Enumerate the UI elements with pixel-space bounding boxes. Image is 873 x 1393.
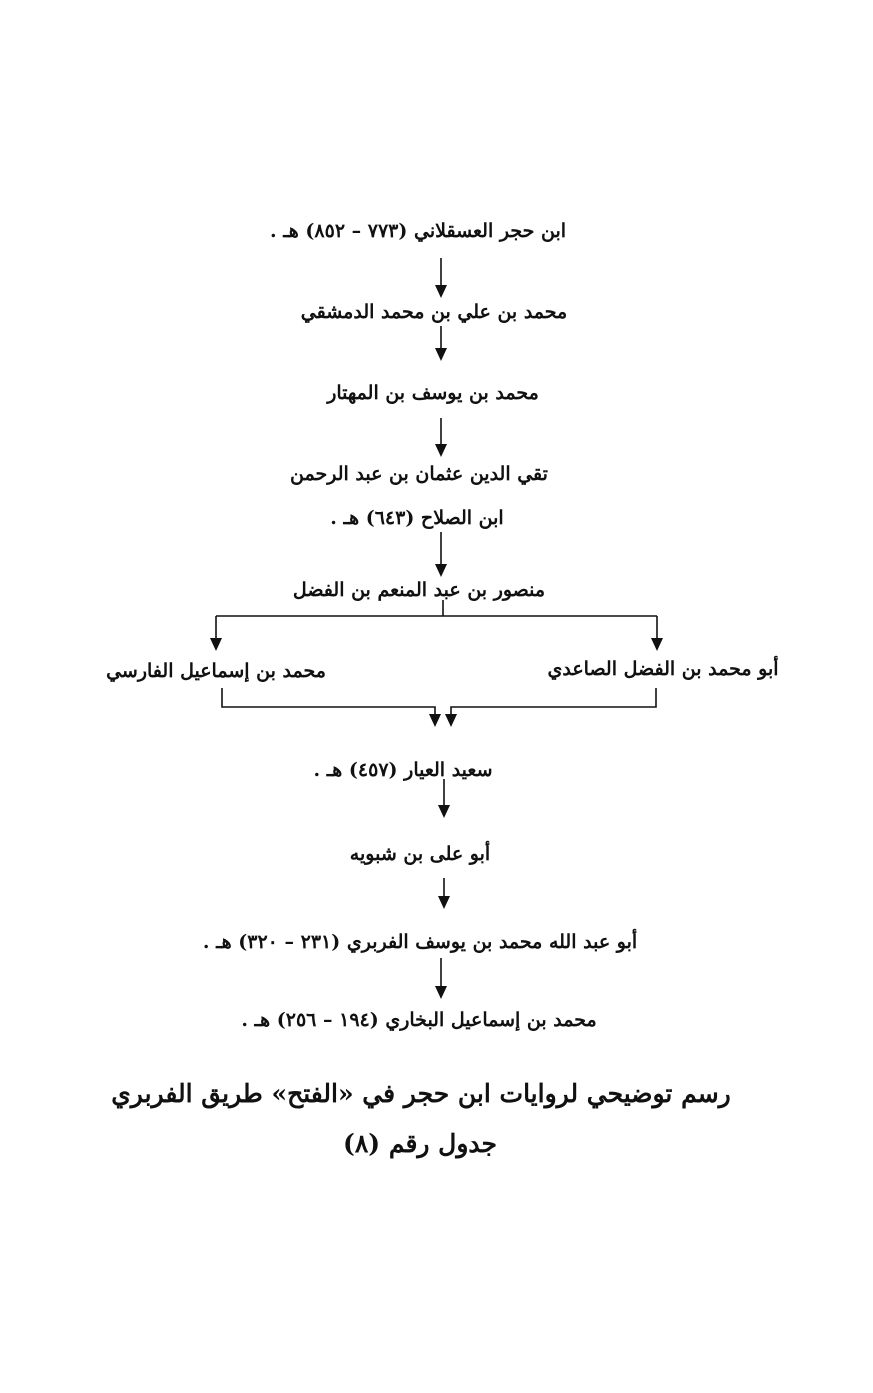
arrow-head bbox=[429, 714, 441, 727]
arrow-head bbox=[435, 986, 447, 999]
node-bukhari: محمد بن إسماعيل البخاري (١٩٤ – ٢٥٦) هـ . bbox=[241, 1009, 597, 1031]
node-dimashqi: محمد بن علي بن محمد الدمشقي bbox=[300, 301, 568, 323]
arrow-head bbox=[438, 896, 450, 909]
arrow-head bbox=[445, 714, 457, 727]
node-mansur: منصور بن عبد المنعم بن الفضل bbox=[292, 579, 546, 601]
arrow-head bbox=[651, 638, 663, 651]
node-farisi: محمد بن إسماعيل الفارسي bbox=[106, 660, 326, 682]
merge-line-right bbox=[451, 688, 656, 716]
arrow-head bbox=[435, 348, 447, 361]
node-ibn-hajar: ابن حجر العسقلاني (٧٧٣ – ٨٥٢) هـ . bbox=[269, 220, 567, 242]
node-muhtar: محمد بن يوسف بن المهتار bbox=[327, 382, 539, 404]
caption-title: رسم توضيحي لروايات ابن حجر في «الفتح» طريق الفربري bbox=[111, 1079, 731, 1108]
caption-table-number: جدول رقم (٨) bbox=[343, 1129, 497, 1158]
merge-line-left bbox=[222, 688, 435, 716]
node-taqi-line1: تقي الدين عثمان بن عبد الرحمن bbox=[290, 463, 548, 485]
node-firabri: أبو عبد الله محمد بن يوسف الفربري (٢٣١ – ٣٢٠) هـ . bbox=[202, 931, 638, 953]
arrow-head bbox=[210, 638, 222, 651]
arrow-head bbox=[438, 805, 450, 818]
arrow-head bbox=[435, 564, 447, 577]
node-taqi-line2: ابن الصلاح (٦٤٣) هـ . bbox=[330, 507, 504, 529]
arrow-head bbox=[435, 285, 447, 298]
node-ayyar: سعيد العيار (٤٥٧) هـ . bbox=[313, 759, 493, 781]
node-saidi: أبو محمد بن الفضل الصاعدي bbox=[547, 658, 779, 680]
arrow-head bbox=[435, 444, 447, 457]
node-shabbuyah: أبو على بن شبويه bbox=[349, 843, 491, 865]
